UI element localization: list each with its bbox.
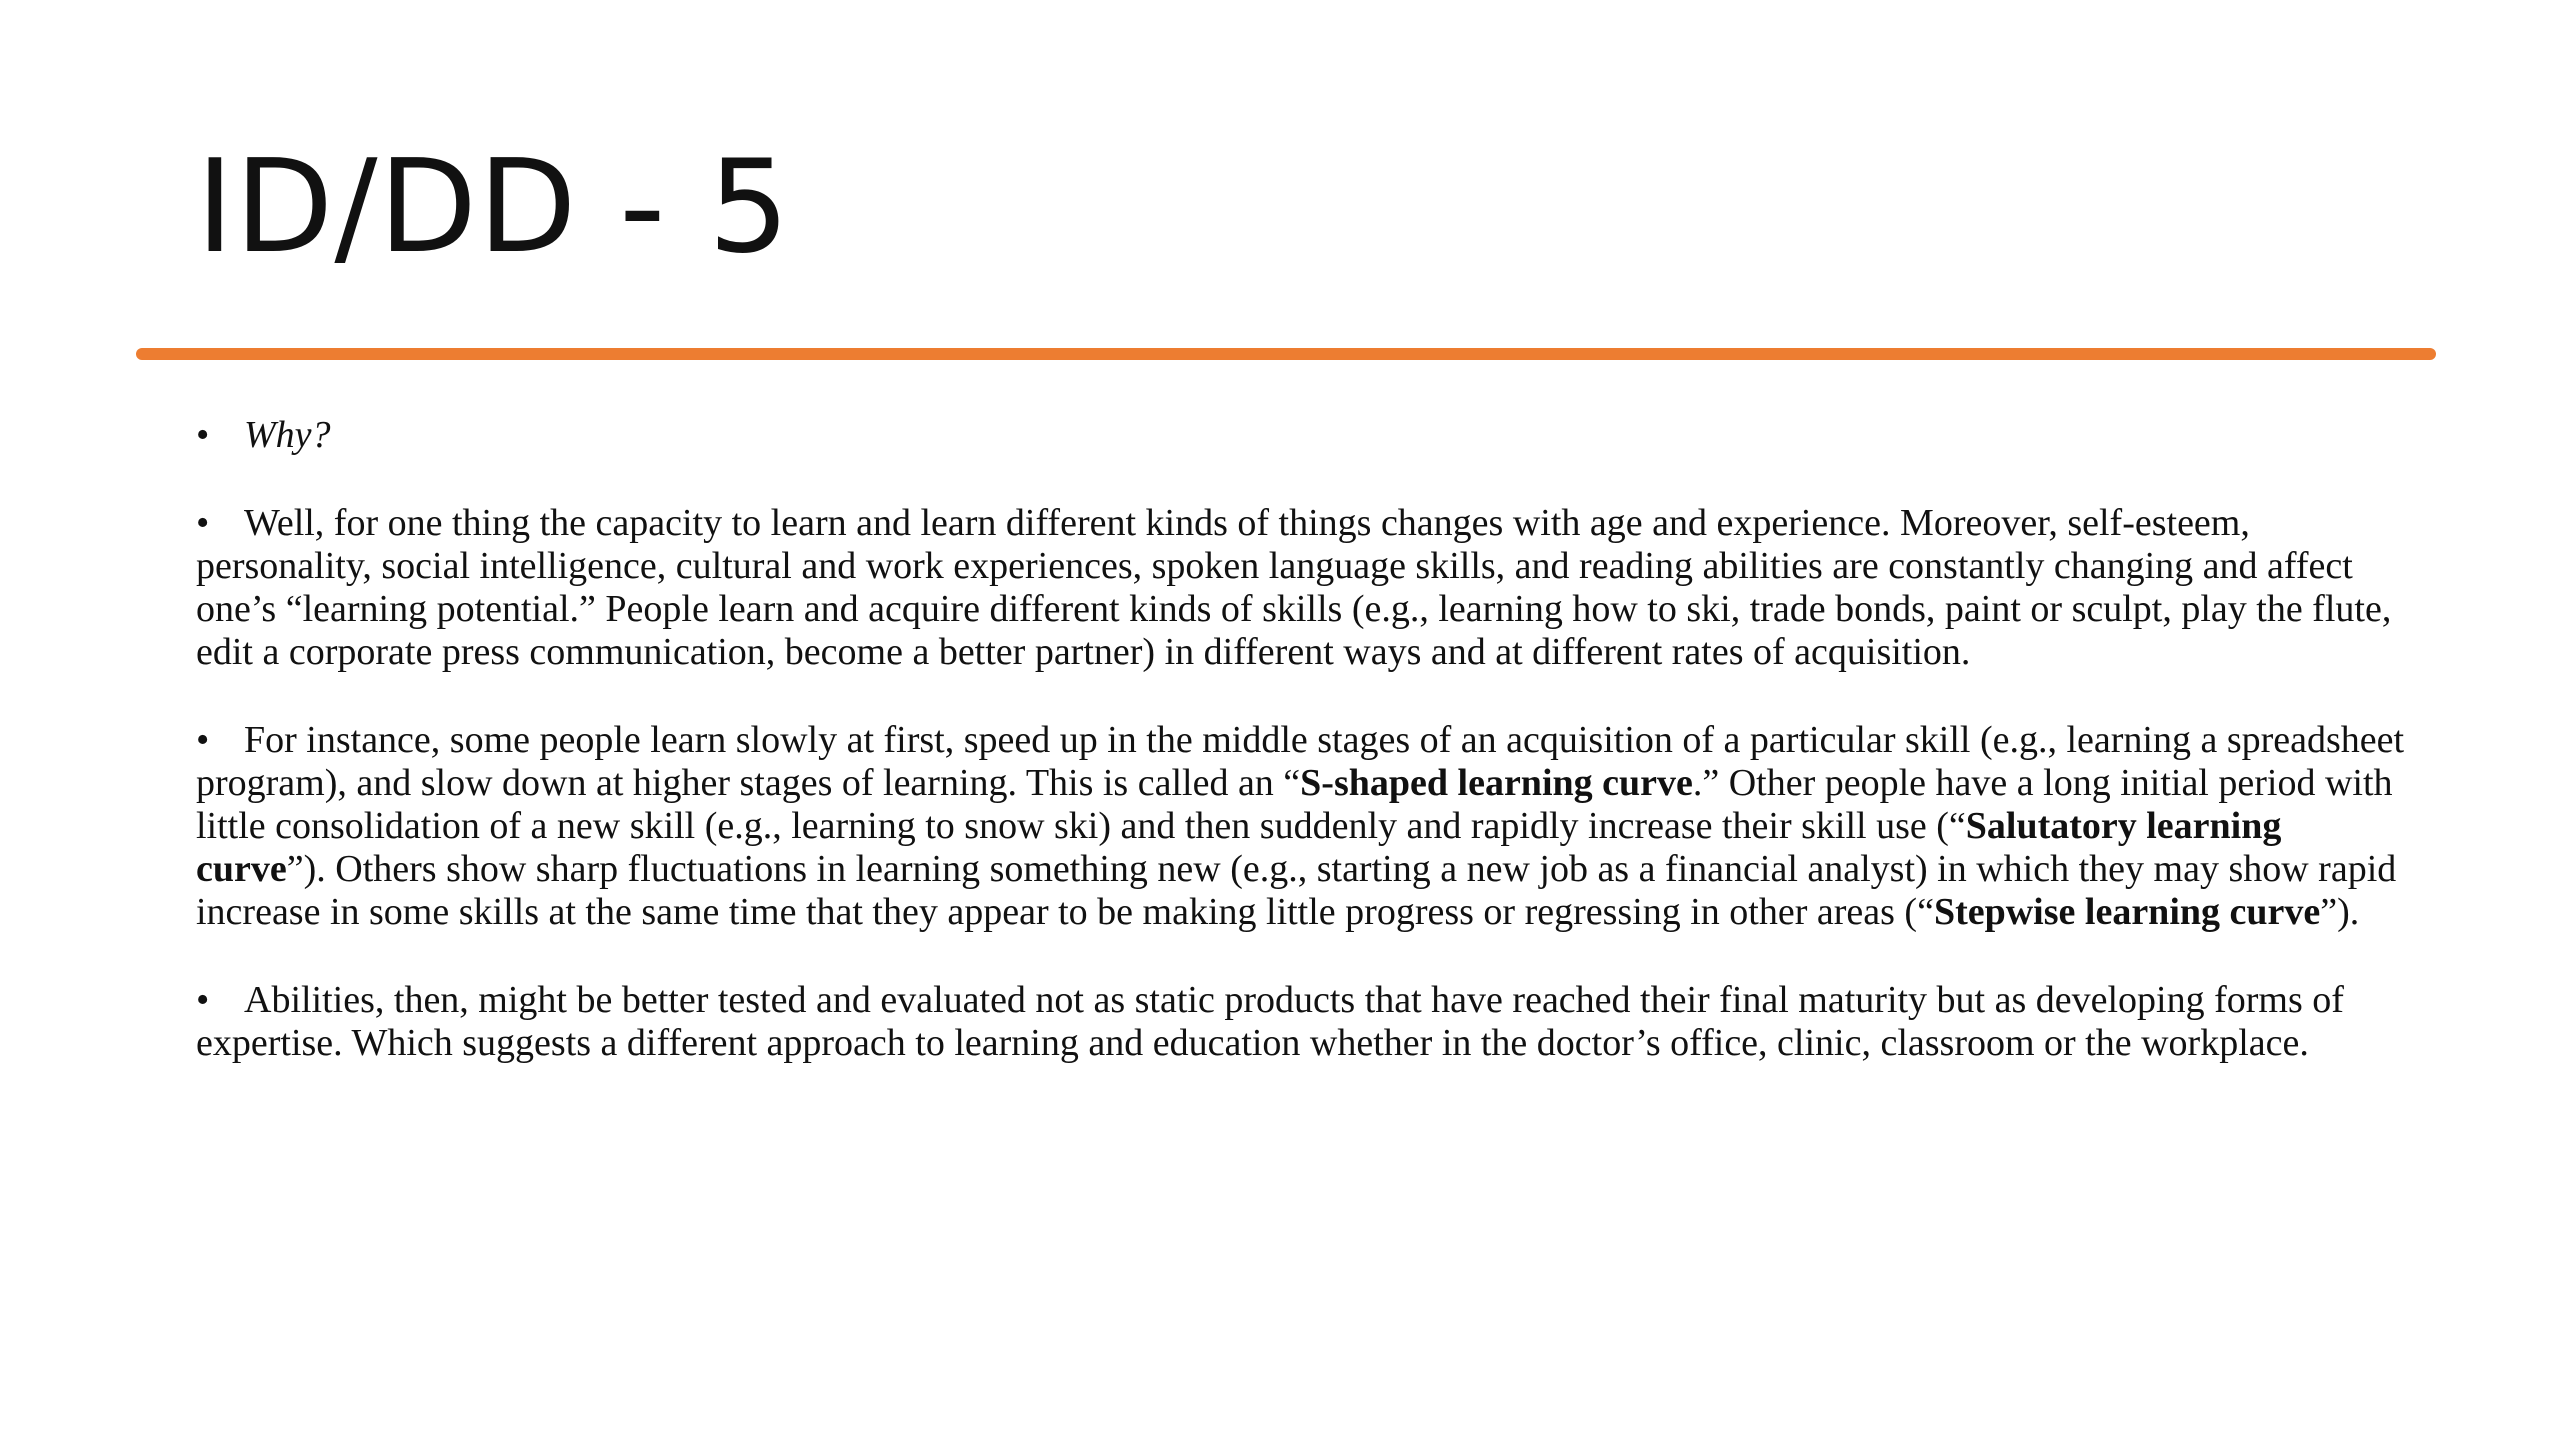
- bullet-marker: •: [196, 979, 210, 1021]
- term-s-shaped-learning-curve: S-shaped learning curve: [1300, 762, 1693, 804]
- bullet-marker: •: [196, 719, 210, 761]
- bullet-text: Well, for one thing the capacity to learn and learn different kinds of things changes with age and experience. Moreover, self-esteem, personality, social intelligence, cultural and work experiences, spoken language skills, and reading abilities are constantly changing and affect one’s “learning potential.” People learn and acquire different kinds of skills (e.g., learning how to ski, trade bonds, paint or sculpt, play the flute, edit a corporate press communication, become a better partner) in different ways and at different rates of acquisition.: [196, 502, 2392, 673]
- bullet-capacity: [196, 502, 2406, 674]
- bullet-text-part: .” Other people have a long initial period with little consolidation of a new skill (e.g., learning to snow ski) and then suddenly and rapidly increase their skill use (“: [196, 762, 2393, 847]
- bullet-why: [196, 414, 2406, 457]
- slide-title: ID/DD - 5: [196, 133, 791, 282]
- bullet-abilities: [196, 979, 2406, 1065]
- bullet-text: Abilities, then, might be better tested and evaluated not as static products that have reached their final maturity but as developing forms of expertise. Which suggests a different approach to learning and education whether in the doctor’s office, clinic, classroom or the workplace.: [196, 979, 2344, 1064]
- bullet-marker: •: [196, 502, 210, 544]
- term-stepwise-learning-curve: Stepwise learning curve: [1933, 891, 2321, 933]
- slide-body: [196, 414, 2406, 1110]
- bullet-text-part: ”).: [2320, 891, 2360, 933]
- bullet-text-part: ”). Others show sharp fluctuations in learning something new (e.g., starting a new job as a financial analyst) in which they may show rapid increase in some skills at the same time that they appear to be making little progress or regressing in other areas (“: [196, 848, 2397, 933]
- bullet-text: Why?: [244, 414, 331, 456]
- bullet-marker: •: [196, 414, 210, 456]
- title-divider: [136, 348, 2436, 360]
- term-salutatory-learning-curve: Salutatory learning curve: [196, 805, 2282, 890]
- bullet-text-part: For instance, some people learn slowly at first, speed up in the middle stages of an acquisition of a particular skill (e.g., learning a spreadsheet program), and slow down at higher stages of learning. This is called an “: [196, 719, 2405, 804]
- bullet-learning-curves: [196, 719, 2406, 934]
